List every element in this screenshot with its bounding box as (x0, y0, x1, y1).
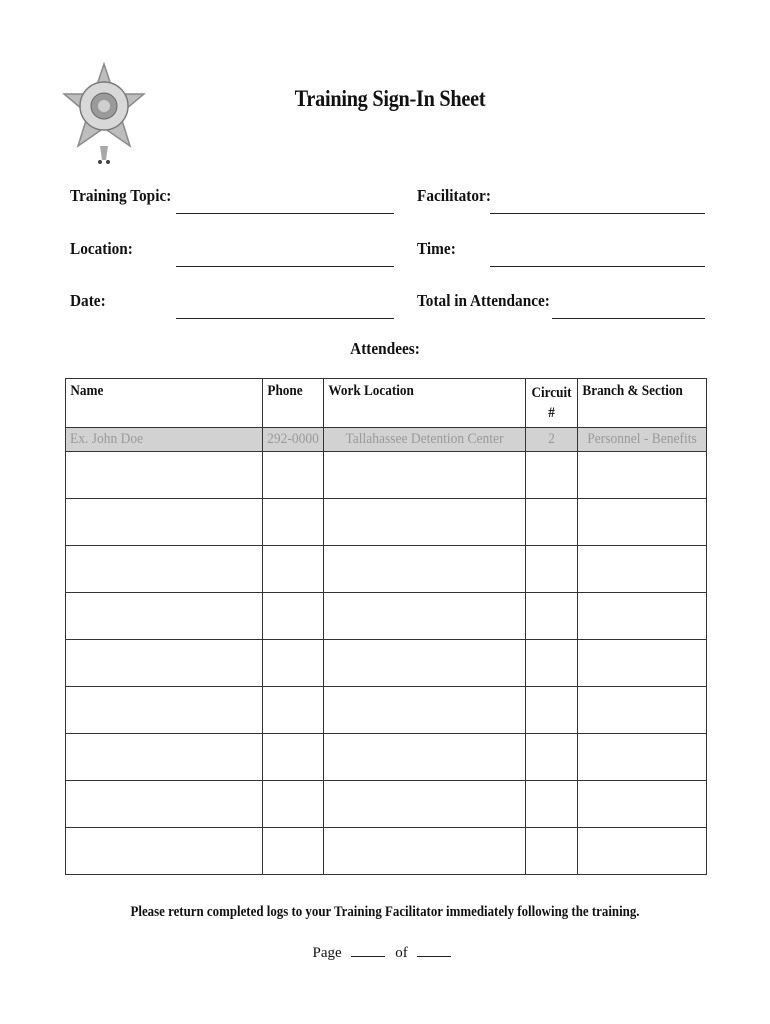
name-cell[interactable] (66, 828, 263, 875)
example-work-location-cell: Tallahassee Detention Center (324, 428, 526, 452)
name-cell[interactable] (66, 640, 263, 687)
page-label: Page (312, 945, 342, 961)
branch-section-cell[interactable] (578, 781, 707, 828)
branch-section-cell[interactable] (578, 734, 707, 781)
table-row (66, 546, 707, 593)
time-field[interactable] (490, 266, 705, 267)
name-cell[interactable] (66, 687, 263, 734)
phone-cell[interactable] (263, 687, 324, 734)
column-header-circuit: Circuit # (526, 379, 578, 428)
circuit-cell[interactable] (526, 734, 578, 781)
page-title: Training Sign-In Sheet (294, 86, 486, 111)
phone-cell[interactable] (263, 828, 324, 875)
work-location-cell[interactable] (324, 593, 526, 640)
work-location-cell[interactable] (324, 687, 526, 734)
work-location-cell[interactable] (324, 781, 526, 828)
table-row (66, 687, 707, 734)
phone-cell[interactable] (263, 640, 324, 687)
facilitator-field[interactable] (490, 213, 705, 214)
table-header-row (66, 379, 707, 428)
branch-section-cell[interactable] (578, 452, 707, 499)
circuit-cell[interactable] (526, 499, 578, 546)
page-number-field[interactable] (351, 956, 385, 957)
department-badge-logo (62, 62, 146, 178)
circuit-cell[interactable] (526, 593, 578, 640)
work-location-cell[interactable] (324, 546, 526, 593)
table-row (66, 828, 707, 875)
branch-section-cell[interactable] (578, 546, 707, 593)
branch-section-cell[interactable] (578, 593, 707, 640)
column-header-name: Name (66, 379, 263, 428)
circuit-cell[interactable] (526, 546, 578, 593)
example-phone-cell: 292-0000 (263, 428, 324, 452)
return-instructions: Please return completed logs to your Training Facilitator immediately following the training. (130, 904, 640, 920)
attendees-heading: Attendees: (350, 339, 420, 358)
name-cell[interactable] (66, 781, 263, 828)
table-row (66, 640, 707, 687)
table-row (66, 452, 707, 499)
work-location-cell[interactable] (324, 452, 526, 499)
page-counter (0, 945, 770, 962)
name-cell[interactable] (66, 734, 263, 781)
example-name-cell: Ex. John Doe (66, 428, 263, 452)
time-label: Time: (417, 239, 456, 258)
training-topic-field[interactable] (176, 213, 394, 214)
location-field[interactable] (176, 266, 394, 267)
of-label: of (395, 945, 408, 961)
name-cell[interactable] (66, 452, 263, 499)
phone-cell[interactable] (263, 781, 324, 828)
circuit-cell[interactable] (526, 640, 578, 687)
star-badge-icon (62, 62, 146, 178)
phone-cell[interactable] (263, 593, 324, 640)
phone-cell[interactable] (263, 546, 324, 593)
work-location-cell[interactable] (324, 499, 526, 546)
branch-section-cell[interactable] (578, 640, 707, 687)
circuit-cell[interactable] (526, 781, 578, 828)
name-cell[interactable] (66, 593, 263, 640)
table-row (66, 499, 707, 546)
example-branch-section-cell: Personnel - Benefits (578, 428, 707, 452)
column-header-phone: Phone (263, 379, 324, 428)
work-location-cell[interactable] (324, 828, 526, 875)
phone-cell[interactable] (263, 734, 324, 781)
column-header-branch-section: Branch & Section (578, 379, 707, 428)
circuit-cell[interactable] (526, 452, 578, 499)
branch-section-cell[interactable] (578, 828, 707, 875)
training-topic-label: Training Topic: (70, 186, 172, 205)
work-location-cell[interactable] (324, 640, 526, 687)
phone-cell[interactable] (263, 499, 324, 546)
name-cell[interactable] (66, 499, 263, 546)
circuit-cell[interactable] (526, 687, 578, 734)
date-field[interactable] (176, 318, 394, 319)
example-circuit-cell: 2 (526, 428, 578, 452)
example-row (66, 428, 707, 452)
column-header-work-location: Work Location (324, 379, 526, 428)
total-attendance-label: Total in Attendance: (417, 291, 550, 310)
branch-section-cell[interactable] (578, 687, 707, 734)
circuit-cell[interactable] (526, 828, 578, 875)
work-location-cell[interactable] (324, 734, 526, 781)
date-label: Date: (70, 291, 106, 310)
name-cell[interactable] (66, 546, 263, 593)
branch-section-cell[interactable] (578, 499, 707, 546)
phone-cell[interactable] (263, 452, 324, 499)
facilitator-label: Facilitator: (417, 186, 491, 205)
total-attendance-field[interactable] (552, 318, 705, 319)
table-row (66, 781, 707, 828)
page-total-field[interactable] (417, 956, 451, 957)
table-row (66, 734, 707, 781)
attendees-table (65, 378, 707, 875)
table-row (66, 593, 707, 640)
location-label: Location: (70, 239, 133, 258)
